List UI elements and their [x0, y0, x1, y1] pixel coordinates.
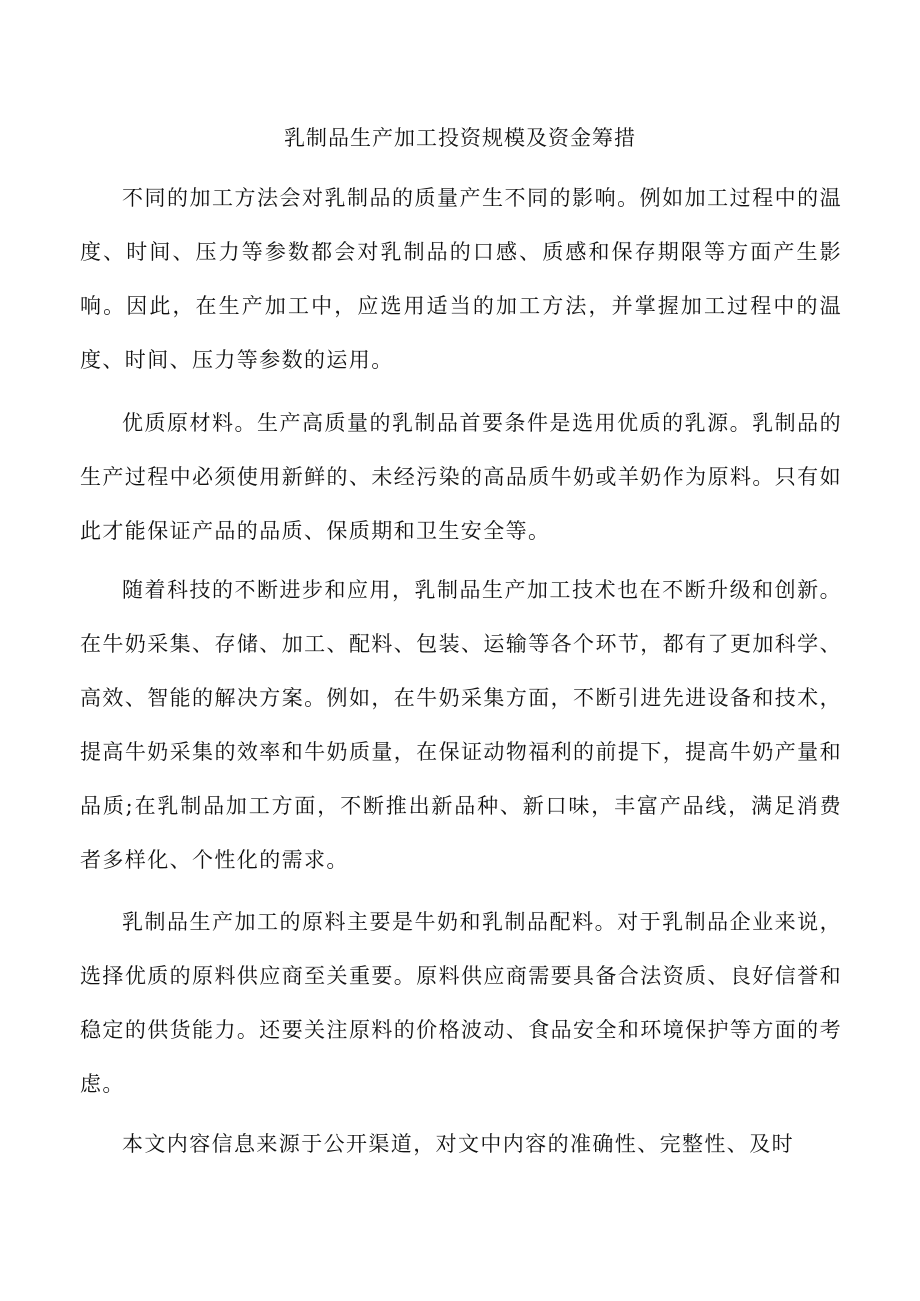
- paragraph-processing-methods: 不同的加工方法会对乳制品的质量产生不同的影响。例如加工过程中的温度、时间、压力等参数都会对乳制品的口感、质感和保存期限等方面产生影响。因此，在生产加工中，应选用适当的加工方法，并掌握加工过程中的温度、时间、压力等参数的运用。: [80, 186, 842, 372]
- document-title: 乳制品生产加工投资规模及资金筹措: [284, 126, 636, 150]
- paragraph-disclaimer: 本文内容信息来源于公开渠道，对文中内容的准确性、完整性、及时: [122, 1132, 794, 1156]
- paragraph-suppliers: 乳制品生产加工的原料主要是牛奶和乳制品配料。对于乳制品企业来说，选择优质的原料供应商至关重要。原料供应商需要具备合法资质、良好信誉和稳定的供货能力。还要关注原料的价格波动、食品安全和环境保护等方面的考虑。: [80, 910, 842, 1096]
- paragraph-technology-progress: 随着科技的不断进步和应用，乳制品生产加工技术也在不断升级和创新。在牛奶采集、存储、加工、配料、包装、运输等各个环节，都有了更加科学、高效、智能的解决方案。例如，在牛奶采集方面，不断引进先进设备和技术，提高牛奶采集的效率和牛奶质量，在保证动物福利的前提下，提高牛奶产量和品质;在乳制品加工方面，不断推出新品种、新口味，丰富产品线，满足消费者多样化、个性化的需求。: [80, 578, 842, 872]
- paragraph-raw-materials: 优质原材料。生产高质量的乳制品首要条件是选用优质的乳源。乳制品的生产过程中必须使用新鲜的、未经污染的高品质牛奶或羊奶作为原料。只有如此才能保证产品的品质、保质期和卫生安全等。: [80, 411, 842, 543]
